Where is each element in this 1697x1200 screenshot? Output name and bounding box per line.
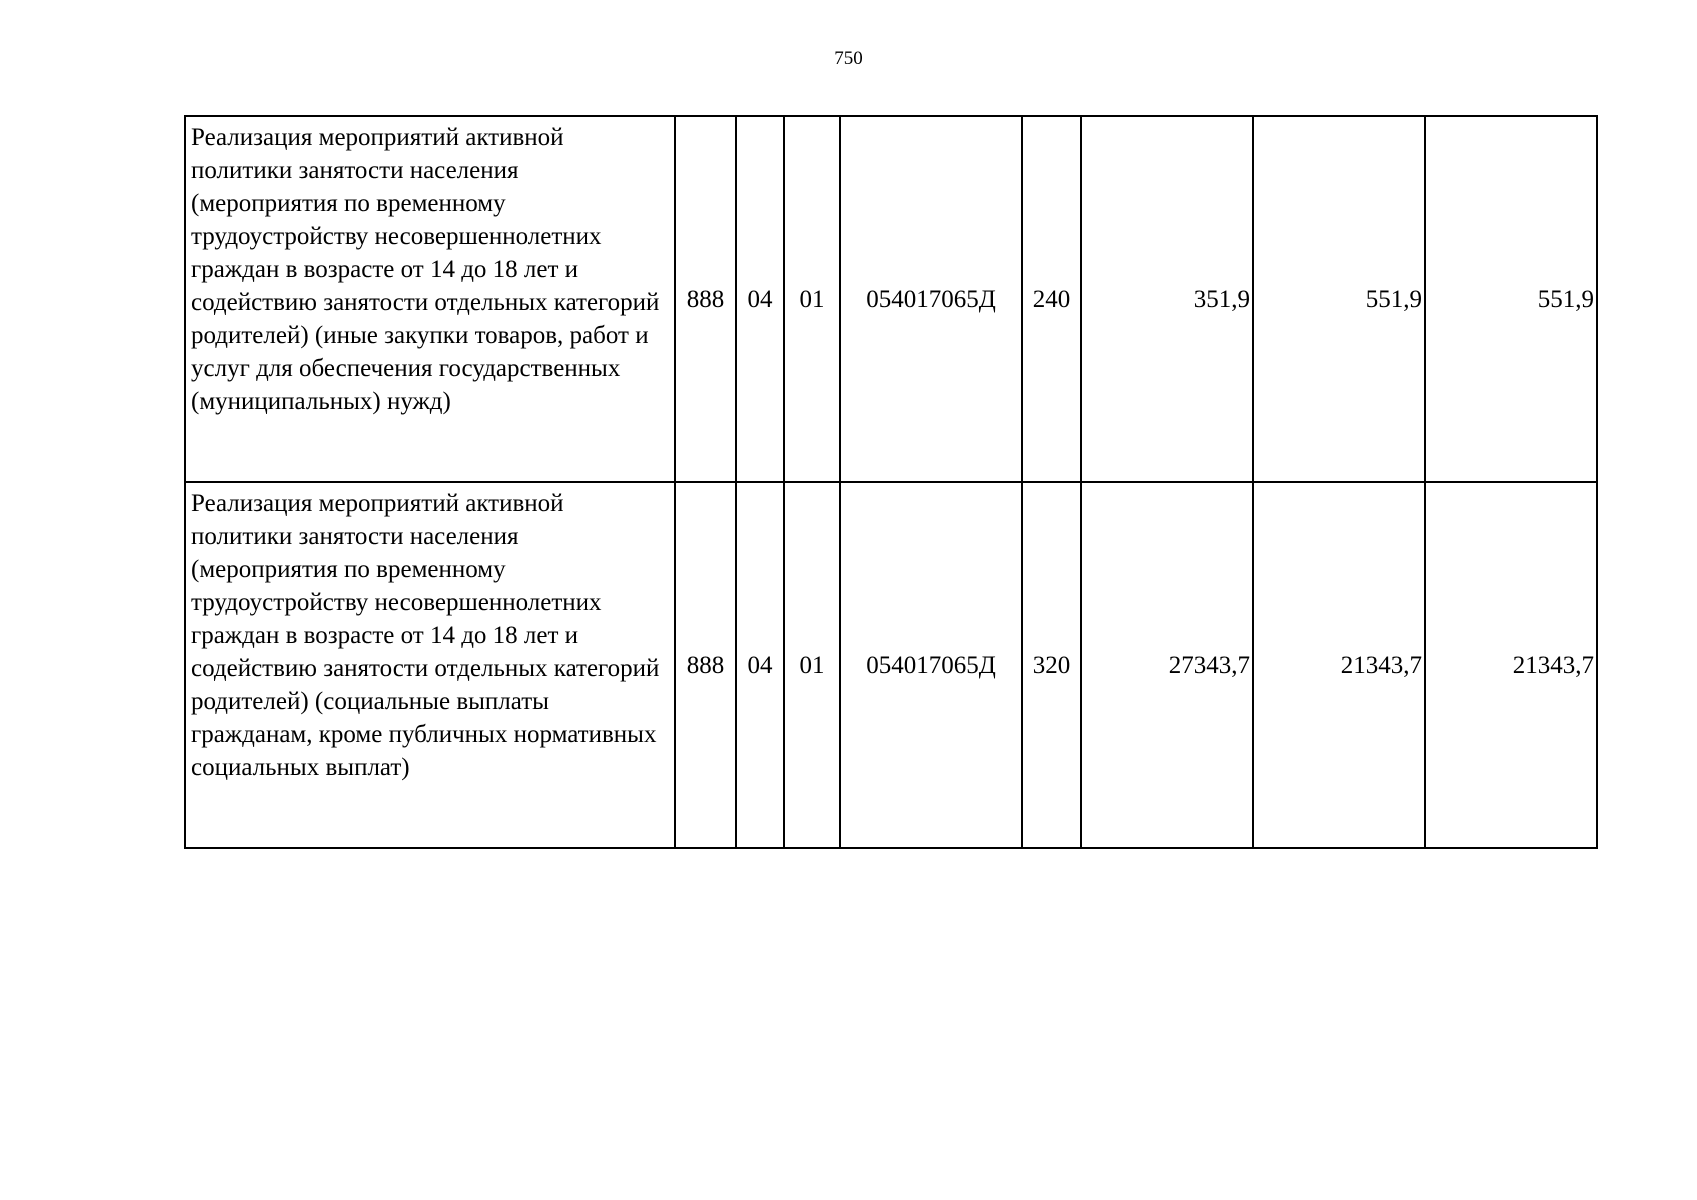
- amount-1: 351,9: [1081, 116, 1253, 482]
- row-description: Реализация мероприятий активной политики занятости населения (мероприятия по временному трудоустройству несовершеннолетних граждан в возрасте от 14 до 18 лет и содействию занятости отдельных категорий родителей) (социальные выплаты гражданам, кроме публичных нормативных социальных выплат): [185, 482, 675, 848]
- amount-2: 551,9: [1253, 116, 1425, 482]
- target-article-code: 054017065Д: [840, 116, 1022, 482]
- subsection-code: 01: [784, 482, 840, 848]
- row-description: Реализация мероприятий активной политики занятости населения (мероприятия по временному трудоустройству несовершеннолетних граждан в возрасте от 14 до 18 лет и содействию занятости отдельных категорий родителей) (иные закупки товаров, работ и услуг для обеспечения государственных (муниципальных) нужд): [185, 116, 675, 482]
- amount-3: 21343,7: [1425, 482, 1597, 848]
- amount-2: 21343,7: [1253, 482, 1425, 848]
- section-code: 04: [736, 116, 784, 482]
- expense-type-code: 320: [1022, 482, 1081, 848]
- table-row: [185, 482, 1597, 848]
- page-number: 750: [834, 48, 863, 69]
- expense-type-code: 240: [1022, 116, 1081, 482]
- amount-3: 551,9: [1425, 116, 1597, 482]
- ministry-code: 888: [675, 482, 736, 848]
- table-row: [185, 116, 1597, 482]
- budget-table: [184, 115, 1598, 849]
- subsection-code: 01: [784, 116, 840, 482]
- ministry-code: 888: [675, 116, 736, 482]
- section-code: 04: [736, 482, 784, 848]
- target-article-code: 054017065Д: [840, 482, 1022, 848]
- amount-1: 27343,7: [1081, 482, 1253, 848]
